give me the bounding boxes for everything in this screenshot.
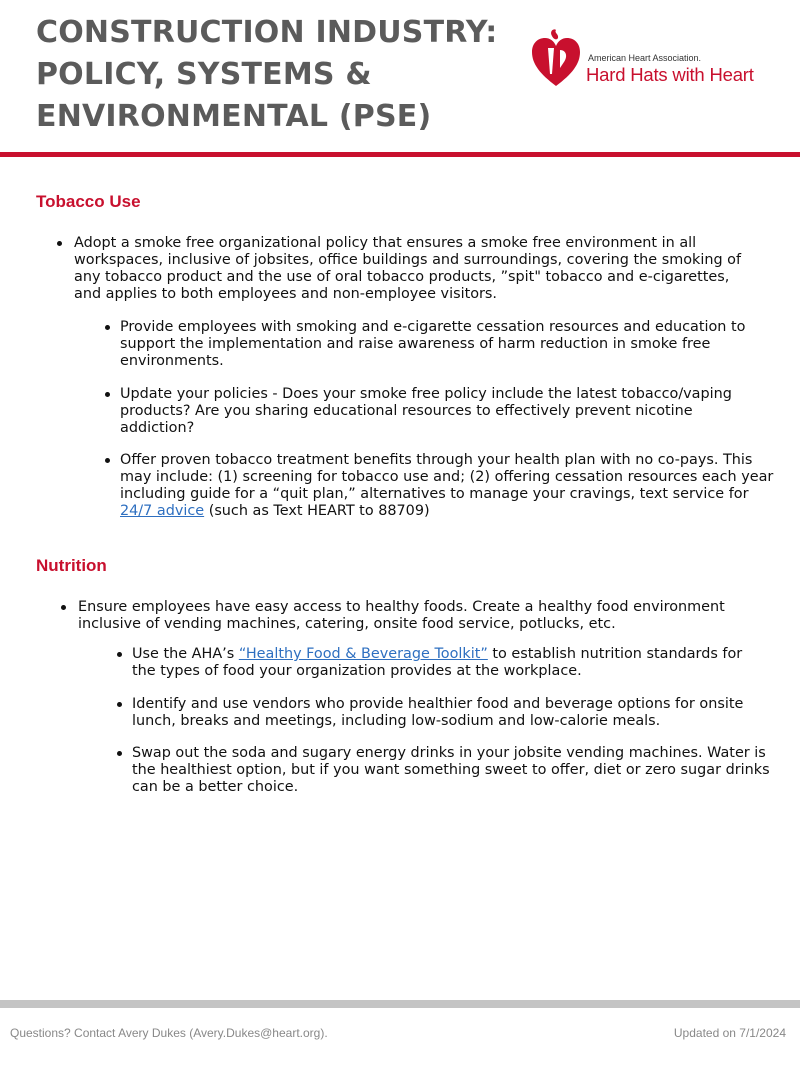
title-line-3: ENVIRONMENTAL (PSE) bbox=[36, 99, 432, 134]
logo-brand-name: Hard Hats with Heart bbox=[586, 64, 754, 85]
footer-updated: Updated on 7/1/2024 bbox=[673, 1026, 786, 1040]
nutrition-main-bullet bbox=[78, 599, 758, 633]
nutrition-main-text: Ensure employees have easy access to healthy foods. Create a healthy food environment inclusive of vending machines, catering, onsite food service, potlucks, etc. bbox=[78, 599, 725, 632]
heart-torch-icon bbox=[530, 28, 582, 92]
title-line-1: CONSTRUCTION INDUSTRY: bbox=[36, 15, 498, 50]
section-heading-nutrition: Nutrition bbox=[36, 556, 107, 575]
nutrition-sub-bullet-2 bbox=[132, 696, 762, 730]
nutrition-sub-bullet-3 bbox=[132, 745, 772, 796]
page-title bbox=[36, 12, 497, 138]
tobacco-sub-bullet-1 bbox=[120, 319, 770, 370]
bullet-icon bbox=[117, 702, 122, 707]
nutrition-sub-3-text: Swap out the soda and sugary energy drinks in your jobsite vending machines. Water is the healthiest option, but if you want something sweet to offer, diet or zero sugar drinks can be a better choice. bbox=[132, 745, 770, 795]
tobacco-sub-3-text: Offer proven tobacco treatment benefits through your health plan with no co-pays. This may include: (1) screening for tobacco use and; (2) offering cessation resources each year including guide for a “quit plan,” alternatives to manage your cravings, text service for bbox=[120, 452, 774, 502]
nutrition-sub-bullet-1 bbox=[132, 646, 762, 680]
aha-logo bbox=[530, 28, 792, 92]
page-header bbox=[0, 0, 800, 158]
bullet-icon bbox=[117, 751, 122, 756]
header-divider bbox=[0, 152, 800, 157]
tobacco-sub-bullet-3 bbox=[120, 452, 780, 520]
section-heading-tobacco: Tobacco Use bbox=[36, 192, 141, 211]
footer-contact: Questions? Contact Avery Dukes (Avery.Dukes@heart.org). bbox=[10, 1026, 328, 1040]
footer-divider bbox=[0, 1000, 800, 1008]
tobacco-sub-3-text-end: (such as Text HEART to 88709) bbox=[204, 503, 430, 519]
logo-org-name: American Heart Association. bbox=[588, 53, 702, 63]
healthy-food-toolkit-link[interactable]: “Healthy Food & Beverage Toolkit” bbox=[238, 646, 488, 662]
tobacco-sub-2-text: Update your policies - Does your smoke free policy include the latest tobacco/vaping products? Are you sharing educational resources to effectively prevent nicotine addiction? bbox=[120, 386, 732, 436]
nutrition-sub-1-text-end: to establish nutrition standards for the types of food your organization provides at the workplace. bbox=[132, 646, 743, 679]
advice-link[interactable]: 24/7 advice bbox=[120, 503, 205, 519]
bullet-icon bbox=[61, 605, 66, 610]
title-line-2: POLICY, SYSTEMS & bbox=[36, 57, 372, 92]
bullet-icon bbox=[105, 392, 110, 397]
bullet-icon bbox=[117, 652, 122, 657]
tobacco-sub-bullet-2 bbox=[120, 386, 760, 437]
bullet-icon bbox=[105, 458, 110, 463]
tobacco-sub-1-text: Provide employees with smoking and e-cigarette cessation resources and education to support the implementation and raise awareness of harm reduction in smoke free environments. bbox=[120, 319, 746, 369]
nutrition-sub-1-text: Use the AHA’s bbox=[132, 646, 239, 662]
bullet-icon bbox=[57, 241, 62, 246]
bullet-icon bbox=[105, 325, 110, 330]
nutrition-sub-2-text: Identify and use vendors who provide healthier food and beverage options for onsite lunch, breaks and meetings, including low-sodium and low-calorie meals. bbox=[132, 696, 744, 729]
tobacco-main-text: Adopt a smoke free organizational policy that ensures a smoke free environment in all workspaces, inclusive of jobsites, office buildings and surroundings, covering the smoking of any tobacco product and the use of oral tobacco products, ”spit" tobacco and e-cigarettes, and applies to both employees and non-employee visitors. bbox=[74, 235, 742, 302]
tobacco-main-bullet bbox=[74, 235, 754, 303]
